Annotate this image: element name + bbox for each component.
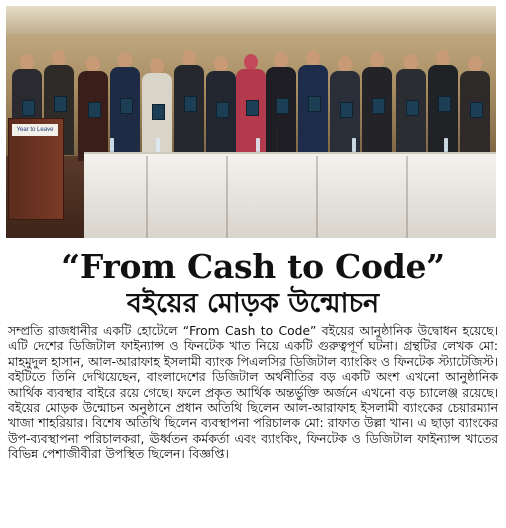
person xyxy=(460,56,490,160)
person xyxy=(206,56,236,160)
water-bottle xyxy=(352,138,356,152)
water-bottle xyxy=(256,138,260,152)
person xyxy=(266,52,296,156)
tablecloth-fold xyxy=(226,156,228,238)
person xyxy=(78,56,108,160)
person xyxy=(428,50,458,154)
person xyxy=(362,52,392,156)
tablecloth-fold xyxy=(406,156,408,238)
water-bottle xyxy=(156,138,160,152)
podium-sign: Year to Leave xyxy=(12,124,58,136)
person xyxy=(236,54,266,158)
event-photo xyxy=(6,6,496,238)
tablecloth-fold xyxy=(316,156,318,238)
person xyxy=(396,54,426,158)
microphone xyxy=(276,126,278,152)
article-subheadline: বইয়ের মোড়ক উন্মোচন xyxy=(126,288,380,319)
tablecloth-fold xyxy=(146,156,148,238)
article-headline: “From Cash to Code” xyxy=(61,247,445,286)
person xyxy=(298,50,328,154)
water-bottle xyxy=(444,138,448,152)
photo-ceiling xyxy=(6,6,496,34)
water-bottle xyxy=(110,138,114,152)
person xyxy=(110,52,140,156)
article-body: সম্প্রতি রাজধানীর একটি হোটেলে “From Cash to Code” বইয়ের আনুষ্ঠানিক উদ্বোধন হয়েছে। এটি দেশের ডিজিটাল ফাইন্যান্স ও ফিনটেক খাত নিয়ে একটি গুরুত্বপূর্ণ ঘটনা। গ্রন্থটির লেখক মো: মাহমুদুল হাসান, আল-আরাফাহ ইসলামী ব্যাংক পিএলসির ডিজিটাল ব্যাংকিং ও ফিনটেক স্ট্যাটেজিস্ট। বইটিতে তিনি দেখিয়েছেন, বাংলাদেশের ডিজিটাল অর্থনীতির বড় একটি অংশ এখনো আনুষ্ঠানিক আর্থিক ব্যবস্থার বাইরে রয়ে গেছে। ফলে প্রকৃত আর্থিক অন্তর্ভুক্তি অর্জনে এখনো বড় চ্যালেঞ্জ রয়েছে। বইয়ের মোড়ক উন্মোচন অনুষ্ঠানে প্রধান অতিথি ছিলেন আল-আরাফাহ ইসলামী ব্যাংকের চেয়ারম্যান খাজা শাহরিয়ার। বিশেষ অতিথি ছিলেন ব্যবস্থাপনা পরিচালক মো: রাফাত উল্লা খান। এ ছাড়া ব্যাংকের উপ-ব্যবস্থাপনা পরিচালকরা, ঊর্ধ্বতন কর্মকর্তা এবং ব্যাংকিং, ফিনটেক ও ডিজিটাল ফাইন্যান্স খাতের বিভিন্ন পেশাজীবীরা উপস্থিত ছিলেন। বিজ্ঞপ্তি। xyxy=(8,324,498,462)
person xyxy=(174,50,204,154)
